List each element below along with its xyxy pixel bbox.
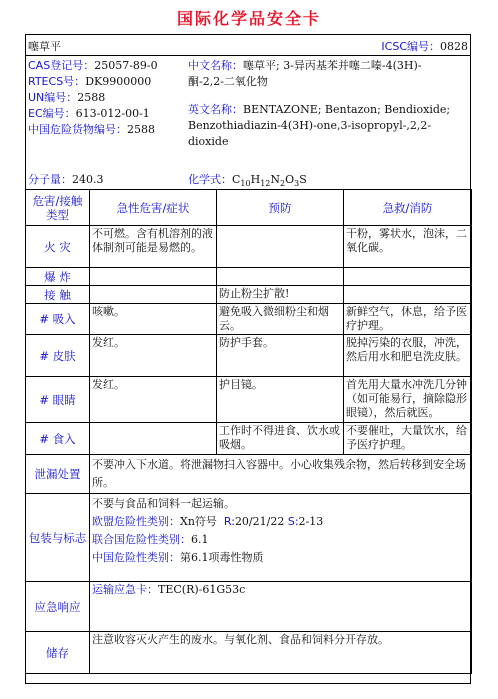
type-exposure: 接 触 [26, 286, 90, 304]
row-ingestion [26, 423, 472, 455]
explosion-symptom [90, 268, 217, 286]
emergency-card-value: TEC(R)-61G53c [158, 583, 246, 596]
formula-o-count: 3 [294, 179, 300, 189]
eu-value: Xn符号 [180, 515, 217, 528]
cn-name-label: 中文名称： [188, 59, 243, 72]
mw-value: 240.3 [72, 173, 104, 186]
emergency-card-label: 运输应急卡： [92, 583, 158, 596]
ec-label: EC编号： [28, 107, 76, 120]
eu-label: 欧盟危险性类别： [92, 515, 180, 528]
row-inhalation [26, 304, 472, 335]
exposure-first-aid [344, 286, 472, 304]
formula-c-count: 10 [240, 179, 251, 189]
inhalation-symptom: 咳嗽。 [90, 304, 217, 335]
fire-first-aid: 干粉，雾状水，泡沫，二氧化碳。 [344, 226, 472, 268]
cn-name-value-2: 酮-2,2-二氧化物 [188, 75, 268, 88]
hazard-table [25, 189, 472, 674]
header-divider [25, 55, 471, 56]
storage-label: 储存 [26, 632, 90, 674]
chemical-formula [188, 171, 307, 187]
en-name-row [188, 102, 468, 118]
formula-c: C [232, 173, 241, 186]
header-first-aid: 急救/消防 [344, 190, 472, 226]
en-name-label: 英文名称： [188, 103, 243, 116]
type-skin: # 皮肤 [26, 335, 90, 377]
eu-r-label: R: [223, 515, 235, 528]
ec-row [28, 106, 183, 122]
row-exposure [26, 286, 472, 304]
row-spill [26, 455, 472, 494]
cn-name-row [188, 58, 468, 74]
formula-h-count: 12 [260, 179, 271, 189]
eu-s-value: 2-13 [298, 515, 324, 528]
identifiers-block [28, 58, 183, 138]
cn-class-value: 第6.1项毒性物质 [180, 551, 264, 564]
ec-value: 613-012-00-1 [75, 107, 150, 120]
chemical-name: 噻草平 [28, 40, 61, 53]
rtecs-row [28, 74, 183, 90]
eyes-symptom: 发红。 [90, 377, 217, 423]
un-label: UN编号： [28, 91, 78, 104]
cas-label: CAS登记号： [28, 59, 95, 72]
eyes-prevention: 护目镜。 [217, 377, 344, 423]
cn-class-label: 中国危险性类别： [92, 551, 180, 564]
eu-r-value: 20/21/22 [234, 515, 285, 528]
formula-label: 化学式： [188, 173, 232, 186]
un-row [28, 90, 183, 106]
cas-value: 25057-89-0 [94, 59, 158, 72]
inhalation-prevention: 避免吸入微细粉尘和烟云。 [217, 304, 344, 335]
en-name-value-1: BENTAZONE; Bentazon; Bendioxide; [243, 103, 451, 116]
type-inhalation: # 吸入 [26, 304, 90, 335]
row-storage [26, 632, 472, 674]
type-fire: 火 灾 [26, 226, 90, 268]
header-prevention: 预防 [217, 190, 344, 226]
eu-classification [92, 513, 469, 531]
un-classification [92, 531, 469, 549]
ingestion-first-aid: 不要催吐，大量饮水，给予医疗护理。 [344, 423, 472, 455]
fire-prevention [217, 226, 344, 268]
cn-classification [92, 549, 469, 567]
cas-row [28, 58, 183, 74]
formula-n-count: 2 [280, 179, 286, 189]
spill-text: 不要冲入下水道。将泄漏物扫入容器中。小心收集残余物，然后转移到安全场所。 [90, 455, 472, 494]
un-class-label: 联合国危险性类别： [92, 533, 191, 546]
fire-symptom: 不可燃。含有机溶剂的液体制剂可能是易燃的。 [90, 226, 217, 268]
explosion-first-aid [344, 268, 472, 286]
row-fire [26, 226, 472, 268]
rtecs-value: DK9900000 [85, 75, 152, 88]
row-packaging [26, 494, 472, 582]
cn-dg-label: 中国危险货物编号： [28, 123, 127, 136]
storage-text: 注意收容灭火产生的废水。与氧化剂、食品和饲料分开存放。 [90, 632, 472, 674]
row-eyes [26, 377, 472, 423]
type-explosion: 爆 炸 [26, 268, 90, 286]
exposure-prevention: 防止粉尘扩散! [217, 286, 344, 304]
card-title: 国际化学品安全卡 [176, 9, 321, 28]
packaging-label: 包装与标志 [26, 494, 90, 582]
emergency-content [90, 582, 472, 632]
ingestion-prevention: 工作时不得进食、饮水或吸烟。 [217, 423, 344, 455]
skin-first-aid: 脱掉污染的衣服，冲洗，然后用水和肥皂洗皮肤。 [344, 335, 472, 377]
icsc-value: 0828 [440, 40, 468, 53]
header-symptoms: 急性危害/症状 [90, 190, 217, 226]
packaging-content [90, 494, 472, 582]
packaging-line-1: 不要与食品和饲料一起运输。 [92, 497, 235, 510]
spill-label: 泄漏处置 [26, 455, 90, 494]
un-class-value: 6.1 [191, 533, 209, 546]
skin-symptom: 发红。 [90, 335, 217, 377]
cn-dangerous-goods-row [28, 122, 183, 138]
emergency-label: 应急响应 [26, 582, 90, 632]
explosion-prevention [217, 268, 344, 286]
formula-n: N [270, 173, 281, 186]
exposure-symptom [90, 286, 217, 304]
formula-o: O [285, 173, 295, 186]
mw-label: 分子量： [28, 173, 72, 186]
type-ingestion: # 食入 [26, 423, 90, 455]
ingestion-symptom [90, 423, 217, 455]
header-hazard-type: 危害/接触类型 [26, 190, 90, 226]
row-skin [26, 335, 472, 377]
cn-name-value-1: 噻草平; 3-异丙基苯并噻二嗪-4(3H)- [243, 59, 422, 72]
en-name-value-3: dioxide [188, 135, 229, 148]
cn-dg-value: 2588 [127, 123, 155, 136]
skin-prevention: 防护手套。 [217, 335, 344, 377]
rtecs-label: RTECS号： [28, 75, 86, 88]
formula-s: S [299, 173, 307, 186]
row-emergency [26, 582, 472, 632]
row-explosion [26, 268, 472, 286]
eu-s-label: S: [287, 515, 299, 528]
inhalation-first-aid: 新鲜空气，休息，给予医疗护理。 [344, 304, 472, 335]
formula-h: H [250, 173, 261, 186]
type-eyes: # 眼睛 [26, 377, 90, 423]
un-value: 2588 [77, 91, 106, 104]
en-name-value-2: Benzothiadiazin-4(3H)-one,3-isopropyl-,2,2- [188, 119, 432, 132]
icsc-number [381, 38, 468, 54]
icsc-label: ICSC编号： [381, 40, 440, 53]
names-block [188, 58, 468, 150]
molecular-weight [28, 171, 104, 187]
hazard-header-row [26, 190, 472, 226]
eyes-first-aid: 首先用大量水冲洗几分钟（如可能易行，摘除隐形眼镜），然后就医。 [344, 377, 472, 423]
